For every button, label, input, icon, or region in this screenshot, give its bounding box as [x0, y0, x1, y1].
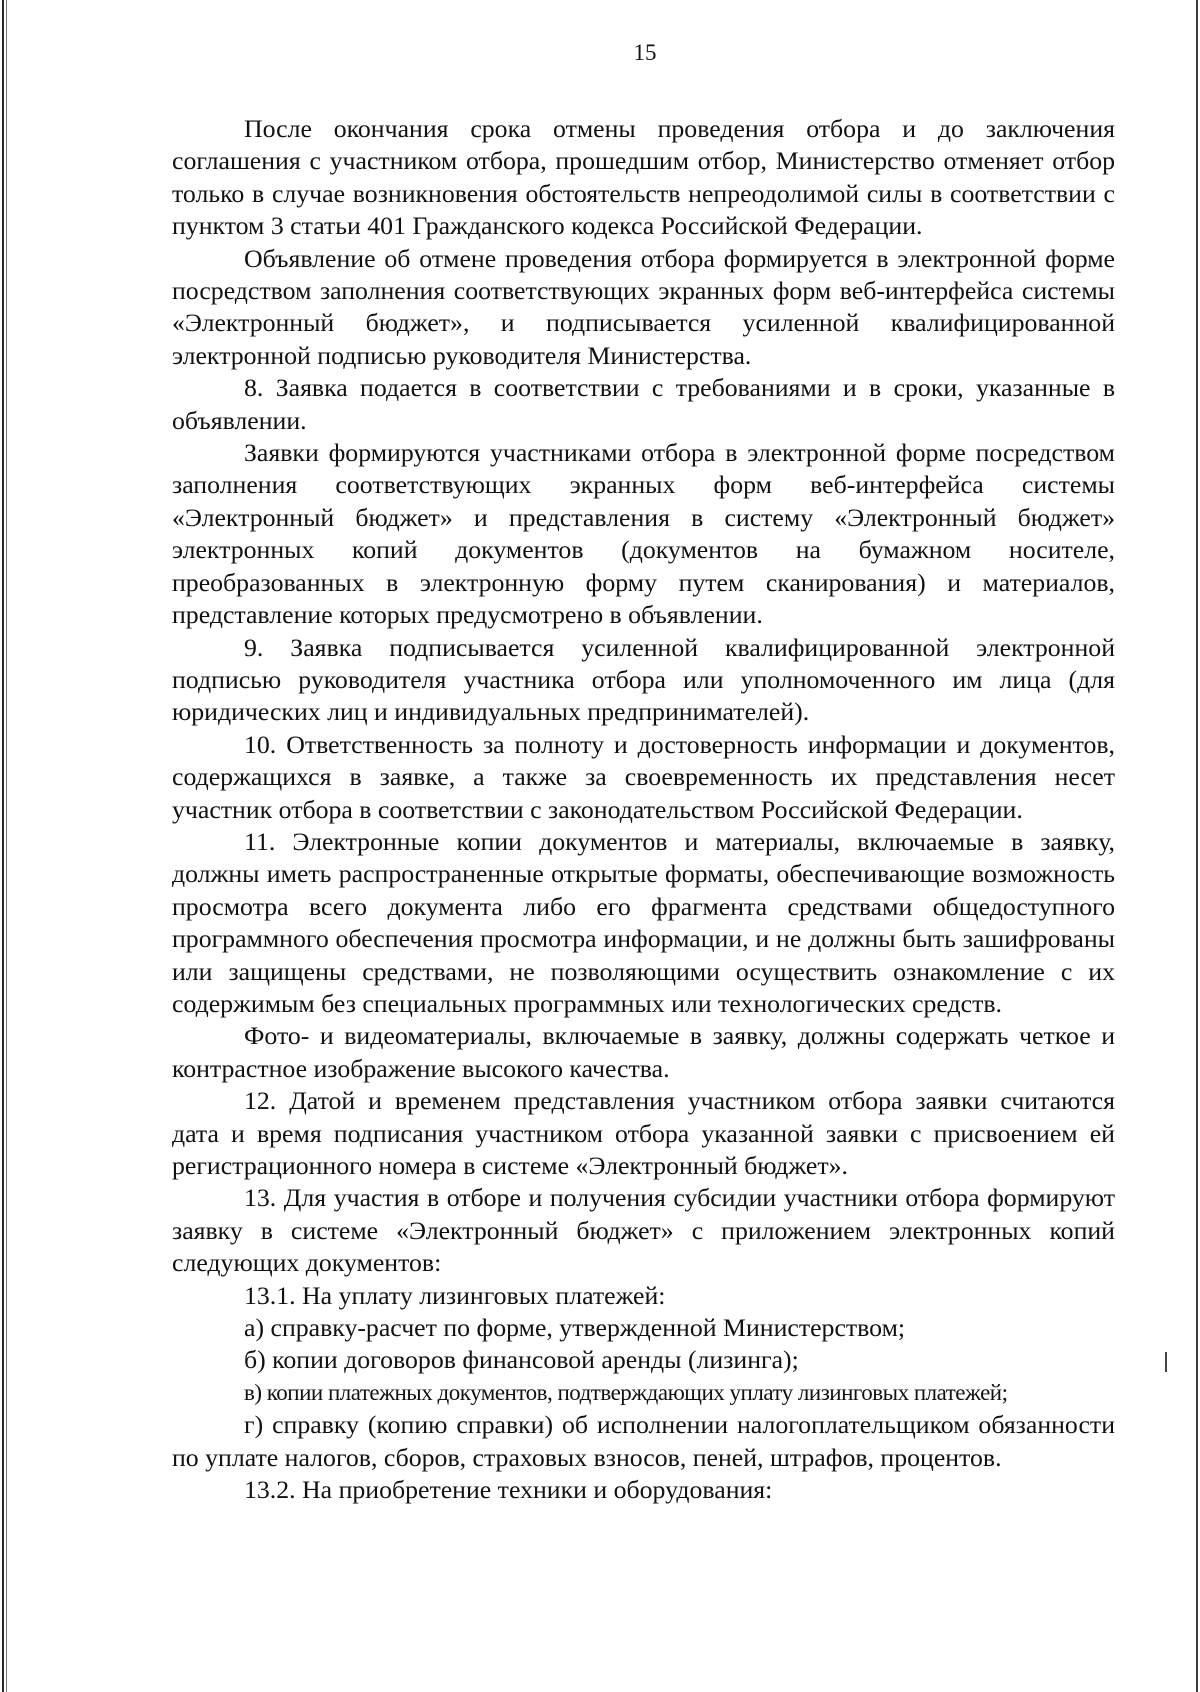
list-item-a: а) справку-расчет по форме, утвержденной Министерством; — [244, 1313, 906, 1343]
paragraph: После окончания срока отмены проведения отбора и до заключения соглашения с участником отбора, прошедшим отбор, Министерство отменяет отбор только в случае возникновения обстоятельств непреодолимой силы в соответствии с пунктом 3 статьи 401 Гражданского кодекса Российской Федерации. — [172, 114, 1115, 241]
paragraph-item-11: 11. Электронные копии документов и материалы, включаемые в заявку, должны иметь распространенные открытые форматы, обеспечивающие возможность просмотра всего документа либо его фрагмента средствами общедоступного программного обеспечения просмотра информации, и не должны быть зашифрованы или защищены средствами, не позволяющими осуществить ознакомление с их содержимым без специальных программных или технологических средств. — [172, 826, 1115, 1018]
scan-artifact — [1165, 1352, 1167, 1372]
list-item-b: б) копии договоров финансовой аренды (лизинга); — [244, 1345, 799, 1375]
subitem-13-1: 13.1. На уплату лизинговых платежей: — [244, 1280, 666, 1310]
paragraph-item-10: 10. Ответственность за полноту и достоверность информации и документов, содержащихся в заявке, а также за своевременность их представления несет участник отбора в соответствии с законодательством Российской Федерации. — [172, 729, 1115, 824]
scan-edge-left-inner — [6, 0, 7, 1692]
paragraph: Заявки формируются участниками отбора в электронной форме посредством заполнения соответствующих экранных форм веб-интерфейса системы «Электронный бюджет» и представления в систему «Электронный бюджет» электронных копий документов (документов на бумажном носителе, преобразованных в электронную форму путем сканирования) и материалов, представление которых предусмотрено в объявлении. — [172, 438, 1115, 630]
paragraph: Фото- и видеоматериалы, включаемые в заявку, должны содержать четкое и контрастное изображение высокого качества. — [172, 1021, 1115, 1083]
document-body — [172, 113, 1115, 1506]
paragraph-item-13: 13. Для участия в отборе и получения субсидии участники отбора формируют заявку в системе «Электронный бюджет» с приложением электронных копий следующих документов: — [172, 1183, 1115, 1278]
page-number: 15 — [633, 40, 657, 65]
paragraph-item-8: 8. Заявка подается в соответствии с требованиями и в сроки, указанные в объявлении. — [172, 373, 1115, 435]
paragraph: Объявление об отмене проведения отбора формируется в электронной форме посредством заполнения соответствующих экранных форм веб-интерфейса системы «Электронный бюджет», и подписывается усиленной квалифицированной электронной подписью руководителя Министерства. — [172, 243, 1115, 370]
list-item-v: в) копии платежных документов, подтверждающих уплату лизинговых платежей; — [244, 1379, 1008, 1405]
paragraph-item-12: 12. Датой и временем представления участником отбора заявки считаются дата и время подписания участником отбора указанной заявки с присвоением ей регистрационного номера в системе «Электронный бюджет». — [172, 1086, 1115, 1180]
scan-edge-left — [2, 0, 4, 1692]
list-item-g: г) справку (копию справки) об исполнении налогоплательщиком обязанности по уплате налогов, сборов, страховых взносов, пеней, штрафов, процентов. — [172, 1410, 1115, 1472]
paragraph-item-9: 9. Заявка подписывается усиленной квалифицированной электронной подписью руководителя участника отбора или уполномоченного им лица (для юридических лиц и индивидуальных предпринимателей). — [172, 632, 1115, 727]
subitem-13-2: 13.2. На приобретение техники и оборудования: — [244, 1475, 773, 1505]
scan-edge-right — [1196, 0, 1198, 1692]
